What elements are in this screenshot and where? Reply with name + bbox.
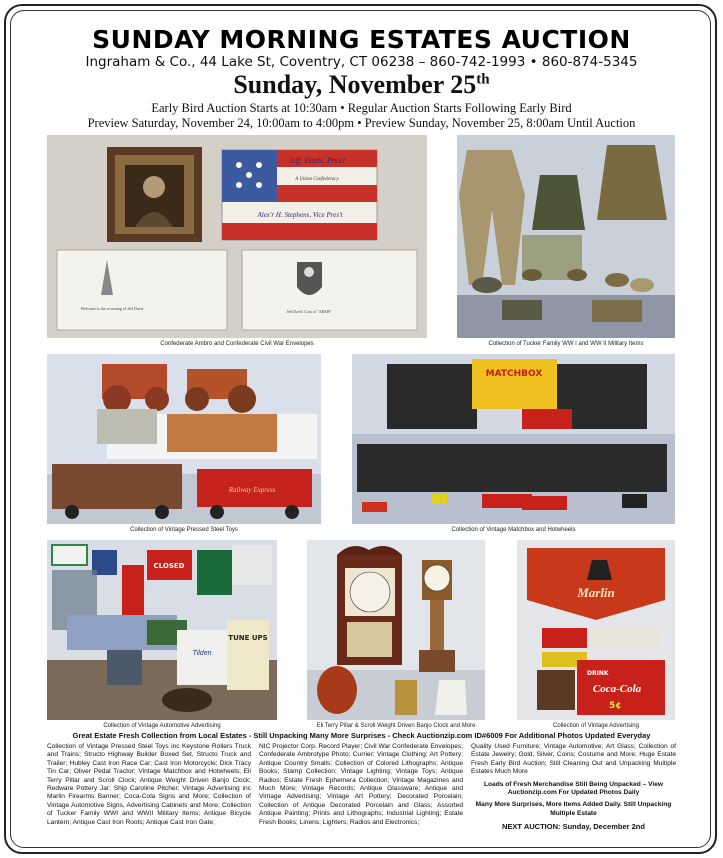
items-column-2: NIC Projector Corp. Record Player; Civil War Confederate Envelopes; Confederate Ambrotype Photo; Currier; Vintage Clothing; Art Pottery; Antique Country Smalls; Collection of Colored Lithographs; Antique Books; Stamp Collection; Vintage Lighting; Vintage Toys; Antique Radios; Estate Fresh Ephemera Collection; Vintage Magazines and Much More; Vintage Records; Antique Glassware; Antique and Vintage Advertising; Vintage Art Pottery; Decorated Porcelain; Collection of Antique Decorated Porcelain and Glass; Assorted Antique Painting; Prints and Lithographs; Industrial Lighting; Estate Fresh Books; Linens; Lighters; Radios and Electronics; bbox=[259, 743, 463, 826]
items-column-3-text: Quality Used Furniture; Vintage Automotive; Art Glass; Collection of Estate Jewelry; Gold, Silver, Coins; Costume and More; Huge Estate Fresh Early Bird Auction; Still Cleaning Out and Unpacking Multiple Estates Much More bbox=[471, 743, 676, 776]
automotive-photo bbox=[47, 540, 277, 720]
coke-drink-text: DRINK bbox=[587, 670, 609, 677]
flag-text-davis: Jeff. Davis, Pres't bbox=[288, 156, 346, 165]
flag-text-stephens: Alex'r H. Stephens, Vice Pres't bbox=[257, 211, 343, 219]
clocks-photo bbox=[307, 540, 485, 720]
address-line: Ingraham & Co., 44 Lake St, Coventry, CT 06238 – 860-742-1993 • 860-874-5345 bbox=[85, 54, 638, 70]
auction-times: Early Bird Auction Starts at 10:30am • Regular Auction Starts Following Early Bird bbox=[151, 101, 572, 115]
items-column-3 bbox=[471, 743, 676, 832]
date-suffix: th bbox=[476, 71, 490, 88]
civil-war-photo bbox=[47, 135, 427, 338]
flag-text-union: A Union Confederacy bbox=[295, 177, 339, 182]
advertising-photo bbox=[517, 540, 675, 720]
next-auction: NEXT AUCTION: Sunday, December 2nd bbox=[502, 822, 645, 832]
military-photo bbox=[457, 135, 675, 338]
caption-matchbox: Collection of Vintage Matchbox and Hotwheels bbox=[451, 527, 576, 533]
caption-clocks: Eli Terry Pillar & Scroll Weight Driven Banjo Clock and More bbox=[316, 723, 476, 729]
coke-text: Coca-Cola bbox=[592, 683, 642, 695]
tune-ups-sign: TUNE UPS bbox=[228, 634, 268, 642]
date-text: Sunday, November 25 bbox=[233, 70, 477, 99]
envelope-text-2: Jeff Davis' Coat of "ARMS" bbox=[286, 309, 332, 314]
caption-automotive: Collection of Vintage Automotive Advertising bbox=[103, 723, 221, 729]
caption-military: Collection of Tucker Family WW I and WW II Military Items bbox=[488, 341, 644, 347]
unpacking-note: Loads of Fresh Merchandise Still Being Unpacked – View Auctionzip.com For Updated Photos Daily bbox=[483, 780, 664, 797]
tilden-sign: Tilden bbox=[192, 650, 212, 657]
truck-text: Railway Express bbox=[228, 486, 276, 494]
marlin-text: Marlin bbox=[577, 585, 615, 600]
surprises-note: Many More Surprises, More Items Added Daily. Still Unpacking Multiple Estate bbox=[475, 801, 672, 817]
coke-price-text: 5¢ bbox=[609, 701, 622, 711]
auction-date bbox=[0, 70, 723, 100]
matchbox-sign: MATCHBOX bbox=[485, 369, 543, 379]
caption-advertising: Collection of Vintage Advertising bbox=[553, 723, 639, 729]
pressed-steel-photo bbox=[47, 354, 321, 524]
bottom-headline: Great Estate Fresh Collection from Local Estates - Still Unpacking Many More Surprises - Check Auctionzip.com ID#6009 For Additional Photos Updated Everyday bbox=[72, 731, 651, 740]
auction-title: SUNDAY MORNING ESTATES AUCTION bbox=[92, 25, 631, 54]
envelope-text-1: Welcome to the crowning of Jeff Davis bbox=[80, 306, 144, 311]
caption-pressed-steel: Collection of Vintage Pressed Steel Toys bbox=[130, 527, 238, 533]
items-column-1: Collection of Vintage Pressed Steel Toys inc Keystone Rollers Truck and Trains; Structo Highway Builder Boxed Set, Structo Truck and Trailer; Hubley Cast Iron Race Car; Cast Iron Motorcycle; Dick Tracy Tin Car; Oliver Pedal Tractor; Vintage Matchbox and Hotwheels; Eli Terry Pillar and Scroll Clock; Antique Weight Driven Banjo Clock; Redware Pottery Jar; Ship Caroline Pitcher; Vintage Advertising inc Marlin Firearms Banner; Coca-Cola Signs and More; Collection of Vintage Automotive Signs, Advertising Cabinets and More; Collection of Tucker Family WWI and WWII Military Items; Antique Bicycle Lantern; Antique Cast Iron Roots; Antique Cast Iron Gate; bbox=[47, 743, 251, 826]
preview-times: Preview Saturday, November 24, 10:00am to 4:00pm • Preview Sunday, November 25, 8:00am Until Auction bbox=[87, 116, 636, 130]
closed-sign: CLOSED bbox=[153, 562, 185, 570]
caption-civil-war: Confederate Ambro and Confederate Civil War Envelopes bbox=[160, 341, 314, 347]
matchbox-photo bbox=[352, 354, 675, 524]
